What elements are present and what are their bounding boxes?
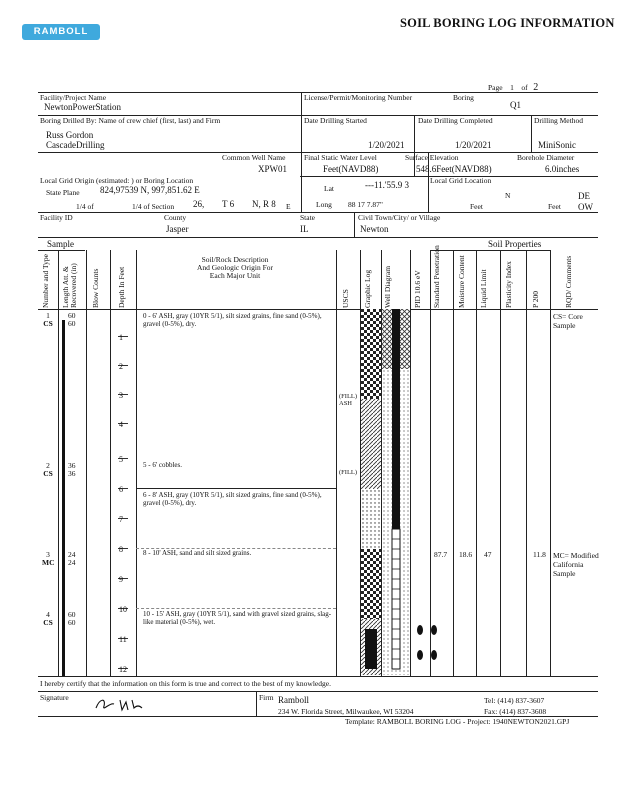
- driller-label: Boring Drilled By: Name of crew chief (first, last) and Firm: [40, 116, 221, 125]
- diameter-label: Borehole Diameter: [517, 153, 575, 162]
- page-of: of: [521, 83, 528, 92]
- range-direction: E: [286, 202, 291, 211]
- table-bottom: [38, 676, 598, 677]
- liquid-limit-value: 18.6: [459, 550, 473, 559]
- sample-2: [42, 462, 54, 477]
- length-rec: 60: [68, 617, 76, 627]
- started-value: 1/20/2021: [368, 140, 405, 150]
- uscs-header: USCS: [341, 289, 350, 308]
- firm-label: Firm: [259, 693, 274, 702]
- firm-address: 234 W. Florida Street, Milwaukee, WI 53204: [278, 707, 414, 716]
- graphic-log-segment: [361, 489, 381, 549]
- sample-1-length: [68, 312, 76, 327]
- sample-number: 3: [46, 550, 50, 559]
- description-5: 10 - 15' ASH, gray (10YR 5/1), sand with gravel sized grains, slag-like material (0-5%), wet.: [143, 610, 332, 627]
- grid-de: DE: [578, 191, 590, 201]
- col-divider-b: [414, 115, 415, 176]
- sample-1: [42, 312, 54, 327]
- page-label: Page: [488, 83, 503, 92]
- graphic-log-segment: [361, 399, 381, 489]
- graphic-log-header: Graphic Log: [363, 269, 372, 308]
- sample-interval-bar: [62, 320, 65, 676]
- col-line-num: [58, 250, 59, 676]
- range: N, R 8: [252, 199, 276, 209]
- col-line-liquid: [500, 250, 501, 676]
- table-header-top: [38, 237, 598, 238]
- grid-location-label: Local Grid Location: [430, 176, 492, 185]
- depth-label: 7: [119, 515, 123, 524]
- comment-cs: CS= Core Sample: [553, 312, 583, 330]
- sample-4-length: [68, 611, 76, 626]
- boring-label: Boring: [453, 93, 474, 102]
- county-label: County: [164, 213, 187, 222]
- col-line-spt: [453, 250, 454, 676]
- well-casing: [392, 309, 400, 529]
- sample-4: [42, 611, 54, 626]
- row-divider-4: [38, 212, 598, 213]
- logo-text: RAMBOLL: [33, 26, 89, 37]
- facility-id-label: Facility ID: [40, 213, 73, 222]
- footer-top: [38, 691, 598, 692]
- length-att: 36: [68, 461, 76, 470]
- description-2: 5 - 6' cobbles.: [143, 461, 182, 469]
- rqd-header: RQD/ Comments: [564, 255, 573, 308]
- unit-boundary-10ft: [136, 608, 336, 609]
- surface-elev-value: 548.6Feet(NAVD88): [416, 164, 492, 174]
- moisture-value: 87.7: [434, 550, 448, 559]
- spt-header: Standard Penetration: [432, 245, 441, 308]
- length-header: Length Att. & Recovered (in): [61, 263, 78, 308]
- length-att: 60: [68, 311, 76, 320]
- col-line-plasticity: [526, 250, 527, 676]
- water-level-label: Final Static Water Level: [304, 153, 377, 162]
- comment-mc: MC= Modified California Sample: [553, 551, 599, 578]
- graphic-log-segment: [361, 549, 381, 619]
- depth-label: 12: [119, 665, 127, 674]
- depth-label: 11: [119, 635, 127, 644]
- grid-origin-label: Local Grid Origin (estimated: ) or Boring Location: [40, 176, 194, 185]
- col-line-depth: [136, 250, 137, 676]
- col-line-well: [410, 250, 411, 676]
- sample-number: 4: [46, 610, 50, 619]
- col-divider-a: [301, 92, 302, 212]
- col-line-desc: [336, 250, 337, 676]
- facility-value: NewtonPowerStation: [44, 102, 121, 112]
- length-att: 24: [68, 550, 76, 559]
- license-label: License/Permit/Monitoring Number: [304, 93, 413, 102]
- lat-value: ---11.'55.9 3: [365, 180, 410, 190]
- method-value: MiniSonic: [538, 140, 577, 150]
- description-4: 8 - 10' ASH, sand and silt sized grains.: [143, 549, 252, 557]
- depth-label: 9: [119, 575, 123, 584]
- p200-header: P 200: [531, 290, 540, 308]
- length-rec: 60: [68, 318, 76, 328]
- sample-type: CS: [43, 468, 53, 478]
- plasticity-header: Plasticity Index: [504, 261, 513, 308]
- state-plane-label: State Plane: [46, 188, 80, 197]
- uscs-label-1: (FILL) ASH: [339, 393, 358, 407]
- completed-value: 1/20/2021: [455, 140, 492, 150]
- col-line-blow: [110, 250, 111, 676]
- firm-name: Ramboll: [278, 695, 309, 705]
- depth-label: 1: [119, 333, 123, 342]
- state-value: IL: [300, 224, 309, 234]
- sample-type: CS: [43, 617, 53, 627]
- completed-label: Date Drilling Completed: [418, 116, 493, 125]
- page-number: 1: [510, 83, 514, 92]
- grid-feet-2: Feet: [548, 202, 561, 211]
- long-value: 88 17 7.87": [348, 200, 383, 209]
- driller-firm: CascadeDrilling: [46, 140, 105, 150]
- graphic-log-segment: [365, 629, 377, 669]
- depth-label: 6: [119, 485, 123, 494]
- uscs-label-2: (FILL): [339, 469, 358, 476]
- facility-label: Facility/Project Name: [40, 93, 107, 102]
- civil-town-label: Civil Town/City/ or Village: [358, 213, 441, 222]
- state-label: State: [300, 213, 315, 222]
- certification-text: I hereby certify that the information on this form is true and correct to the best of my knowledge.: [40, 679, 331, 688]
- sample-type: CS: [43, 318, 53, 328]
- method-label: Drilling Method: [534, 116, 583, 125]
- unit-boundary-6ft: [136, 488, 336, 489]
- col-divider-c: [531, 115, 532, 152]
- surface-elev-label: Surface Elevation: [405, 153, 459, 162]
- page-title: SOIL BORING LOG INFORMATION: [400, 16, 615, 30]
- soil-properties-header: Soil Properties: [488, 239, 542, 249]
- p200-value: 11.8: [533, 550, 546, 559]
- description-1: 0 - 6' ASH, gray (10YR 5/1), silt sized grains, fine sand (0-5%), gravel (0-5%), dry.: [143, 312, 322, 329]
- template-line: Template: RAMBOLL BORING LOG - Project: 1940NEWTON2021.GPJ: [345, 717, 570, 726]
- long-label: Long: [316, 200, 332, 209]
- signature-label: Signature: [40, 693, 69, 702]
- firm-fax: Fax: (414) 837-3608: [484, 707, 547, 716]
- civil-town-value: Newton: [360, 224, 389, 234]
- well-diagram-header: Well Diagram: [383, 265, 392, 308]
- blow-header: Blow Counts: [91, 268, 100, 308]
- county-value: Jasper: [166, 224, 189, 234]
- well-name-value: XPW01: [258, 164, 287, 174]
- liquid-header: Liquid Limit: [479, 269, 488, 308]
- length-rec: 36: [68, 468, 76, 478]
- description-3: 6 - 8' ASH, gray (10YR 5/1), silt sized grains, fine sand (0-5%), gravel (0-5%), dry.: [143, 491, 322, 508]
- started-label: Date Drilling Started: [304, 116, 367, 125]
- graphic-log: [361, 309, 381, 675]
- sample-underline: [38, 250, 85, 251]
- sample-number: 2: [46, 461, 50, 470]
- section-of: 1/4 of: [76, 202, 94, 211]
- lat-label: Lat: [324, 184, 334, 193]
- depth-label: 3: [119, 391, 123, 400]
- grid-ow: OW: [578, 202, 593, 212]
- col-line-p200: [550, 250, 551, 676]
- length-att: 60: [68, 610, 76, 619]
- pid-header: PID 10.6 eV: [413, 270, 422, 308]
- col-line-len: [86, 250, 87, 676]
- sample-type: MC: [42, 557, 55, 567]
- number-type-header: Number and Type: [41, 254, 50, 308]
- boring-value: Q1: [510, 100, 521, 110]
- grid-n: N: [505, 191, 511, 200]
- col-divider-e: [354, 212, 355, 237]
- soil-props-underline: [430, 250, 550, 251]
- footer-divider: [256, 691, 257, 716]
- water-level-value: Feet(NAVD88): [323, 164, 379, 174]
- grid-feet-1: Feet: [470, 202, 483, 211]
- diameter-value: 6.0inches: [545, 164, 580, 174]
- section-number: 26,: [193, 199, 205, 209]
- col-line-moisture: [476, 250, 477, 676]
- sample-2-length: [68, 462, 76, 477]
- well-diagram: [382, 309, 410, 675]
- sample-3: [42, 551, 54, 566]
- table-header-bottom: [38, 309, 598, 310]
- depth-label: 5: [119, 455, 123, 464]
- graphic-log-segment: [361, 309, 381, 399]
- sample-header: Sample: [47, 239, 74, 249]
- section-quarter: 1/4 of Section: [132, 202, 175, 211]
- sample-number: 1: [46, 311, 50, 320]
- ramboll-logo: [22, 24, 100, 40]
- driller-name: Russ Gordon: [46, 130, 94, 140]
- signature-mark: [92, 694, 152, 714]
- township: T 6: [222, 199, 235, 209]
- plasticity-value: 47: [484, 550, 492, 559]
- page-total: 2: [533, 82, 539, 93]
- sample-3-length: [68, 551, 76, 566]
- firm-tel: Tel: (414) 837-3607: [484, 696, 545, 705]
- col-line-pid: [430, 250, 431, 676]
- description-header: Soil/Rock Description And Geologic Origin For Each Major Unit: [196, 255, 274, 280]
- state-plane-value: 824,97539 N, 997,851.62 E: [100, 185, 200, 195]
- gravel-symbol: [412, 620, 442, 670]
- well-name-label: Common Well Name: [222, 153, 286, 162]
- depth-label: 4: [119, 420, 123, 429]
- depth-label: 10: [119, 605, 127, 614]
- depth-label: 2: [119, 362, 123, 371]
- moisture-header: Moisture Content: [457, 255, 466, 308]
- depth-header: Depth In Feet: [117, 266, 126, 308]
- length-rec: 24: [68, 557, 76, 567]
- depth-label: 8: [119, 545, 123, 554]
